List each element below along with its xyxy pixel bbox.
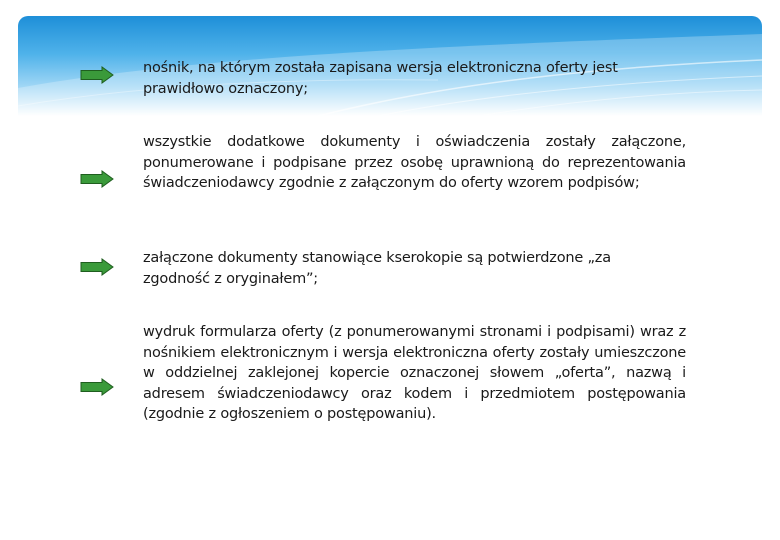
green-arrow-icon [80,258,114,276]
list-item-4: wydruk formularza oferty (z ponumerowanymi stronami i podpisami) wraz z nośnikiem elektronicznym i wersja elektroniczna oferty zostały umieszczone w oddzielnej zaklejonej kopercie oznaczonej słowem „oferta”, nazwą i adresem świadczeniodawcy oraz kodem i przedmiotem postępowania (zgodnie z ogłoszeniem o postępowaniu). [143,324,686,422]
list-item-3: załączone dokumenty stanowiące kserokopie są potwierdzone „za zgodność z oryginałem”; [143,250,611,287]
list-item-1: nośnik, na którym została zapisana wersja elektroniczna oferty jest prawidłowo oznaczony; [143,60,618,97]
green-arrow-icon [80,170,114,188]
green-arrow-icon [80,66,114,84]
green-arrow-icon [80,378,114,396]
list-item-2: wszystkie dodatkowe dokumenty i oświadczenia zostały załączone, ponumerowane i podpisane przez osobę uprawnioną do reprezentowania świadczeniodawcy zgodnie z załączonym do oferty wzorem podpisów; [143,134,686,191]
